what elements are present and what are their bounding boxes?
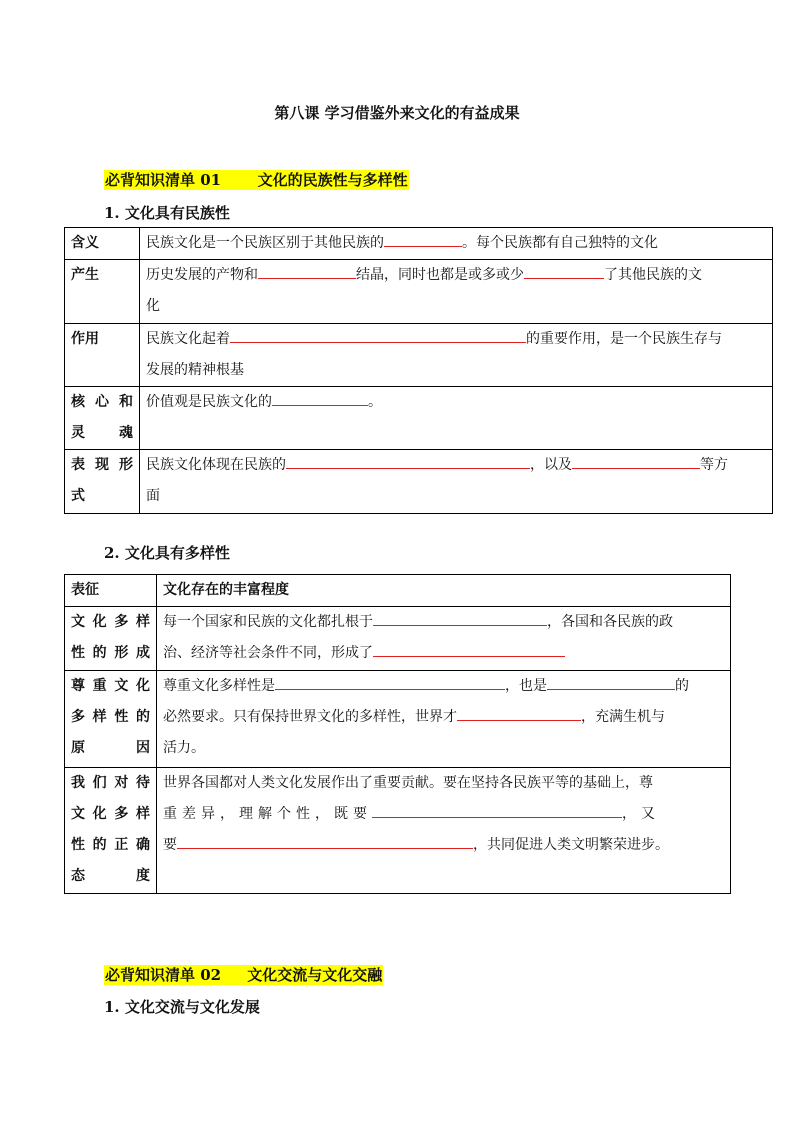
table-header-row	[65, 575, 731, 607]
section-heading-02: 必背知识清单 02 文化交流与文化交融	[105, 966, 383, 984]
row-label: 含义	[65, 228, 140, 260]
fill-blank[interactable]	[372, 799, 622, 818]
table-row	[65, 607, 731, 671]
fill-blank[interactable]	[373, 638, 565, 657]
table-row	[65, 387, 773, 450]
row-label: 核心和 灵魂	[65, 387, 140, 450]
fill-blank[interactable]	[258, 260, 356, 279]
page-title: 第八课 学习借鉴外来文化的有益成果	[274, 104, 520, 122]
row-content: 民族文化是一个民族区别于其他民族的 。每个民族都有自己独特的文化	[140, 228, 773, 260]
row-label: 产生	[65, 260, 140, 324]
row-content: 价值观是民族文化的 。	[140, 387, 773, 450]
fill-blank[interactable]	[384, 228, 462, 247]
row-label: 表现形 式	[65, 450, 140, 514]
row-content: 历史发展的产物和 结晶，同时也都是或多或少 了其他民族的文 化	[140, 260, 773, 324]
table-row	[65, 450, 773, 514]
table-row	[65, 228, 773, 260]
fill-blank[interactable]	[524, 260, 604, 279]
header-cell: 文化存在的丰富程度	[157, 575, 731, 607]
table-row	[65, 260, 773, 324]
ethnicity-table	[64, 227, 773, 514]
subheading-ethnicity: 1. 文化具有民族性	[104, 204, 230, 222]
fill-blank[interactable]	[275, 671, 505, 690]
row-label: 文化多样 性的形成	[65, 607, 157, 671]
row-content: 民族文化起着 的重要作用，是一个民族生存与 发展的精神根基	[140, 324, 773, 387]
row-content: 民族文化体现在民族的 ，以及 等方 面	[140, 450, 773, 514]
fill-blank[interactable]	[177, 830, 473, 849]
fill-blank[interactable]	[547, 671, 675, 690]
diversity-table	[64, 574, 731, 894]
fill-blank[interactable]	[457, 702, 581, 721]
table-row	[65, 671, 731, 768]
row-content: 每一个国家和民族的文化都扎根于 ，各国和各民族的政 治、经济等社会条件不同，形成了	[157, 607, 731, 671]
subheading-diversity: 2. 文化具有多样性	[104, 544, 230, 562]
fill-blank[interactable]	[572, 450, 700, 469]
header-cell: 表征	[65, 575, 157, 607]
table-row	[65, 324, 773, 387]
row-content: 世界各国都对人类文化发展作出了重要贡献。要在坚持各民族平等的基础上，尊 重差异，理解个性，既要 ，又 要 ，共同促进人类文明繁荣进步。	[157, 768, 731, 894]
fill-blank[interactable]	[230, 324, 526, 343]
row-label: 尊重文化 多样性的 原因	[65, 671, 157, 768]
row-label: 我们对待 文化多样 性的正确 态度	[65, 768, 157, 894]
fill-blank[interactable]	[373, 607, 547, 626]
table-row	[65, 768, 731, 894]
row-label: 作用	[65, 324, 140, 387]
fill-blank[interactable]	[286, 450, 530, 469]
row-content: 尊重文化多样性是 ，也是 的 必然要求。只有保持世界文化的多样性，世界才 ，充满生机与 活力。	[157, 671, 731, 768]
subheading-exchange: 1. 文化交流与文化发展	[104, 998, 260, 1016]
fill-blank[interactable]	[272, 387, 368, 406]
section-heading-01: 必背知识清单 01 文化的民族性与多样性	[105, 171, 408, 189]
